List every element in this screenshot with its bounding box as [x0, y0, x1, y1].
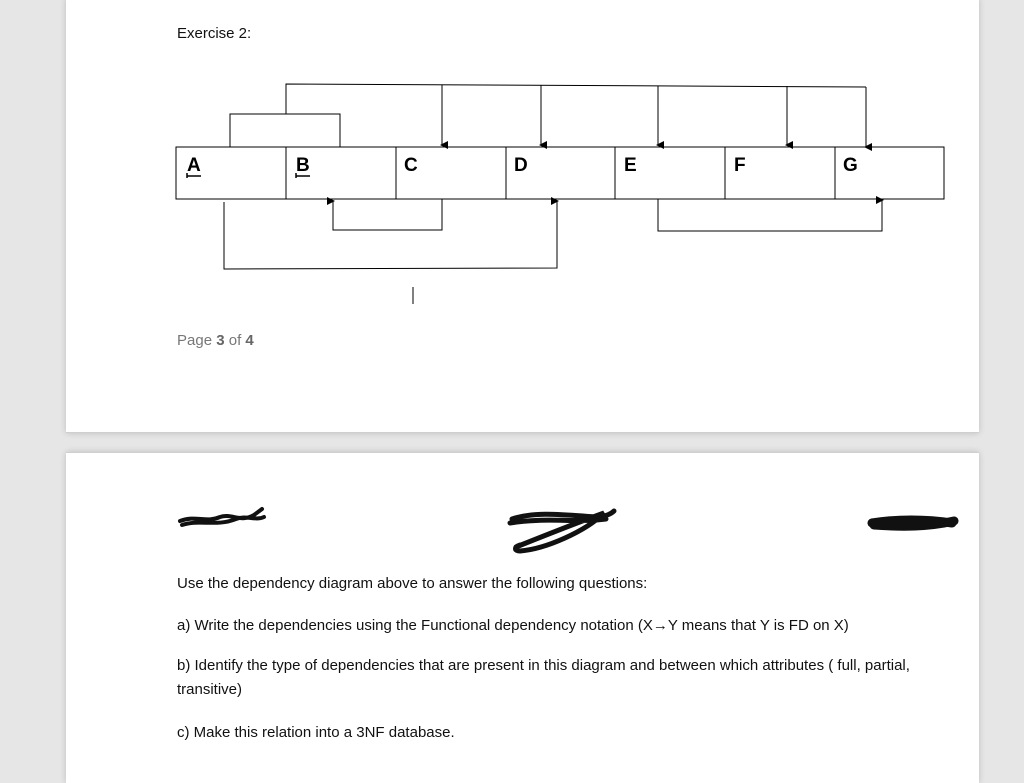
c-to-b-dependency	[333, 199, 442, 230]
page-current-number: 3	[216, 332, 225, 349]
attribute-label-e: E	[624, 155, 637, 176]
a-to-d-dependency	[224, 201, 557, 269]
question-a: a) Write the dependencies using the Functional dependency notation (X→Y means that Y is FD on X)	[177, 617, 849, 634]
page-total-number: 4	[245, 332, 254, 349]
page-footer-of: of	[228, 332, 242, 349]
attribute-label-f: F	[734, 155, 746, 176]
question-b: b) Identify the type of dependencies that are present in this diagram and between which attributes ( full, partial, transitive)	[177, 657, 910, 698]
questions-intro: Use the dependency diagram above to answer the following questions:	[177, 575, 648, 592]
document-page-3	[66, 0, 979, 433]
attribute-label-a: A	[187, 155, 201, 176]
page-footer-prefix: Page	[177, 332, 213, 349]
redaction-scribble-left	[176, 501, 268, 531]
question-c: c) Make this relation into a 3NF database.	[177, 724, 455, 741]
attribute-row	[176, 147, 944, 199]
ab-bracket	[230, 114, 340, 147]
attribute-label-b: B	[296, 155, 310, 176]
attribute-label-g: G	[843, 155, 858, 176]
document-page-4	[66, 452, 979, 783]
top-determinant-line	[286, 84, 866, 114]
attribute-label-c: C	[404, 155, 418, 176]
redaction-scribble-right	[866, 511, 960, 535]
e-to-g-dependency	[658, 199, 882, 231]
exercise-title: Exercise 2:	[177, 25, 252, 42]
redaction-scribble-center	[506, 505, 618, 555]
page-number-footer	[177, 332, 254, 349]
attribute-label-d: D	[514, 155, 528, 176]
dependency-diagram	[66, 0, 979, 318]
